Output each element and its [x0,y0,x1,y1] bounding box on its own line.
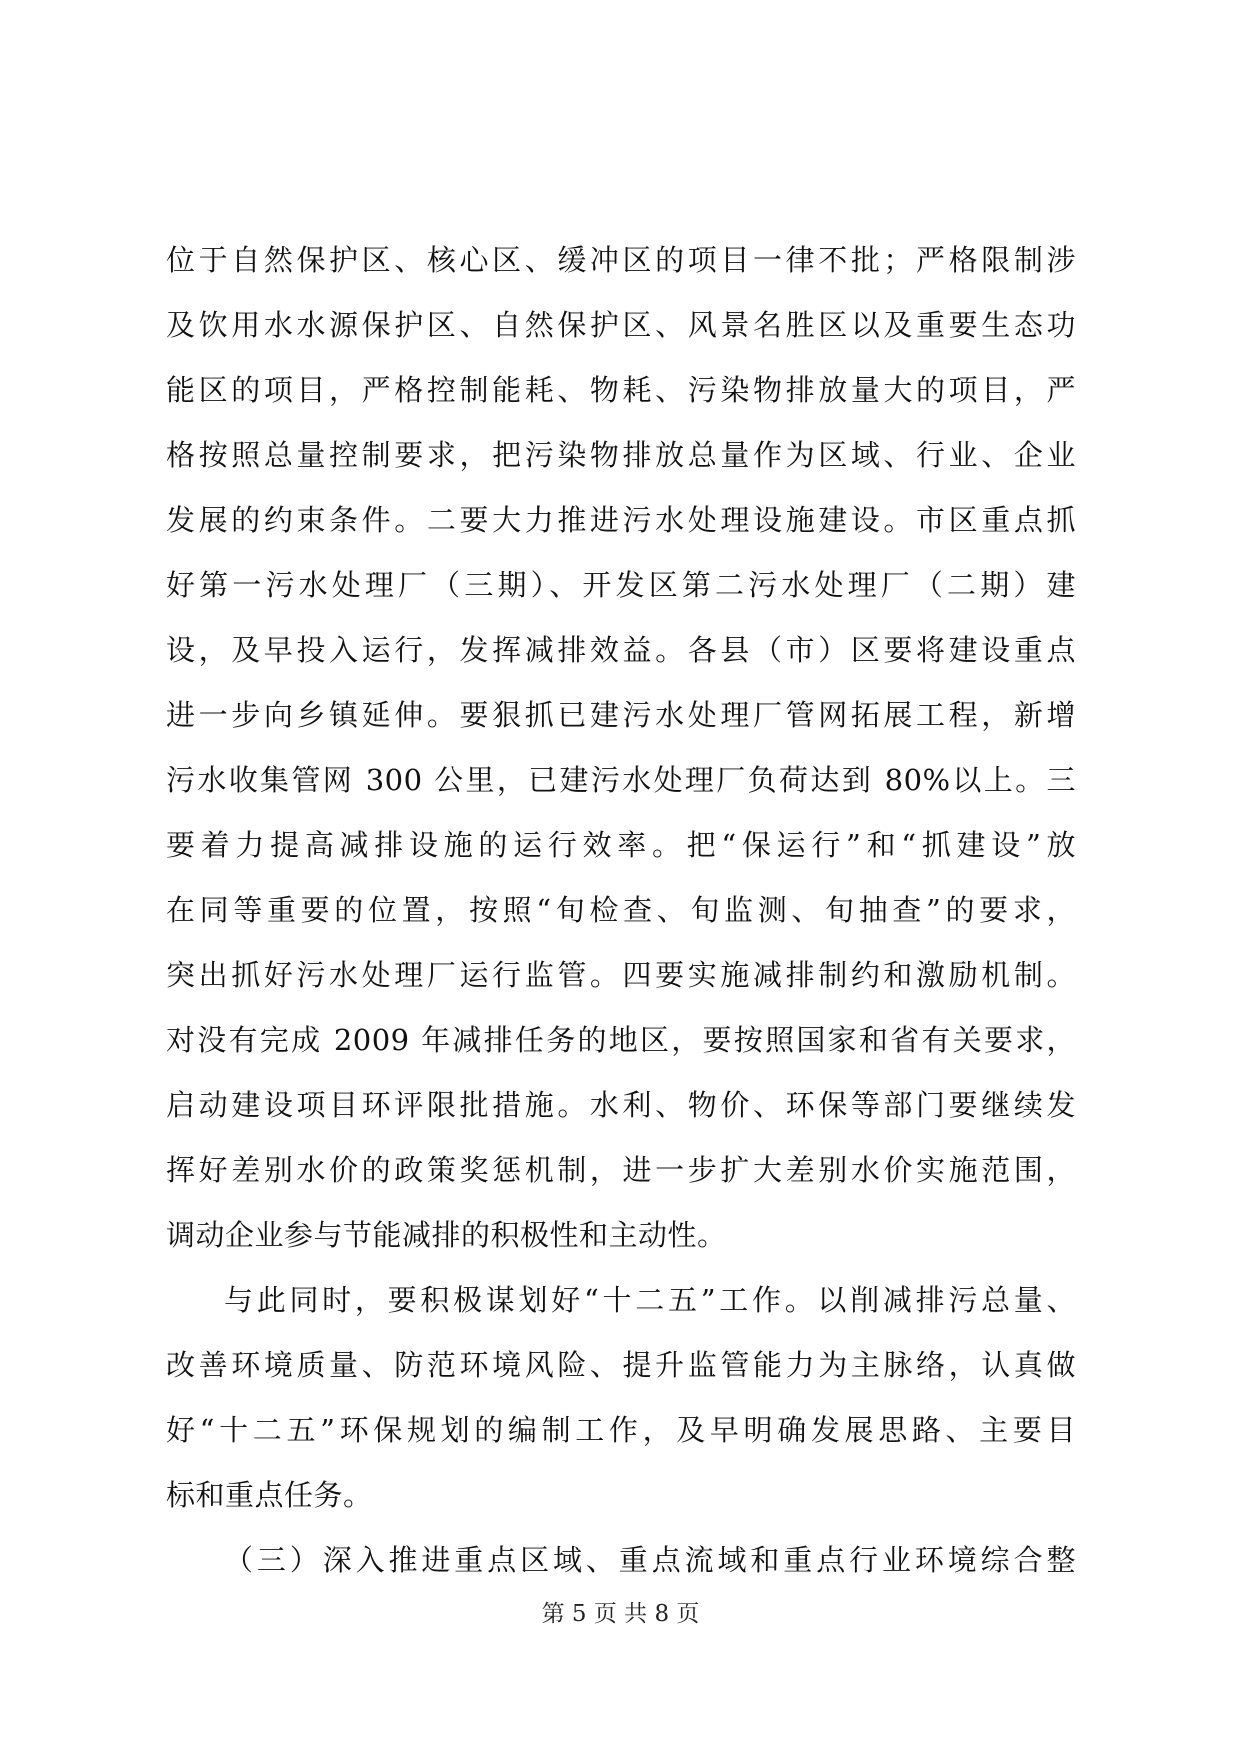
text-line: 突出抓好污水处理厂运行监管。四要实施减排制约和激励机制。 [166,958,1076,992]
document-body [166,228,1076,1593]
text-line: 及饮用水水源保护区、自然保护区、风景名胜区以及重要生态功 [166,308,1076,342]
text-line: 在同等重要的位置，按照“旬检查、旬监测、旬抽查”的要求， [166,893,1076,927]
text-line: 格按照总量控制要求，把污染物排放总量作为区域、行业、企业 [166,438,1076,472]
text-line: 设，及早投入运行，发挥减排效益。各县（市）区要将建设重点 [166,633,1076,667]
text-line: 好第一污水处理厂（三期）、开发区第二污水处理厂（二期）建 [166,568,1076,602]
text-line: 污水收集管网 300 公里，已建污水处理厂负荷达到 80%以上。三 [166,763,1076,797]
page-number-footer: 第 5 页 共 8 页 [541,1601,700,1627]
text-line: 标和重点任务。 [166,1478,373,1512]
text-line: 好“十二五”环保规划的编制工作，及早明确发展思路、主要目 [166,1413,1076,1447]
text-line: 改善环境质量、防范环境风险、提升监管能力为主脉络，认真做 [166,1348,1076,1382]
text-line: 位于自然保护区、核心区、缓冲区的项目一律不批；严格限制涉 [166,243,1076,277]
text-line: （三）深入推进重点区域、重点流域和重点行业环境综合整 [224,1543,1076,1577]
text-line: 进一步向乡镇延伸。要狠抓已建污水处理厂管网拓展工程，新增 [166,698,1076,732]
text-line: 挥好差别水价的政策奖惩机制，进一步扩大差别水价实施范围， [166,1153,1076,1187]
text-line: 对没有完成 2009 年减排任务的地区，要按照国家和省有关要求， [166,1023,1076,1057]
text-line: 与此同时，要积极谋划好“十二五”工作。以削减排污总量、 [224,1283,1076,1317]
text-line: 发展的约束条件。二要大力推进污水处理设施建设。市区重点抓 [166,503,1076,537]
text-line: 要着力提高减排设施的运行效率。把“保运行”和“抓建设”放 [166,828,1076,862]
text-line: 调动企业参与节能减排的积极性和主动性。 [166,1218,727,1252]
text-line: 能区的项目，严格控制能耗、物耗、污染物排放量大的项目，严 [166,373,1076,407]
text-line: 启动建设项目环评限批措施。水利、物价、环保等部门要继续发 [166,1088,1076,1122]
